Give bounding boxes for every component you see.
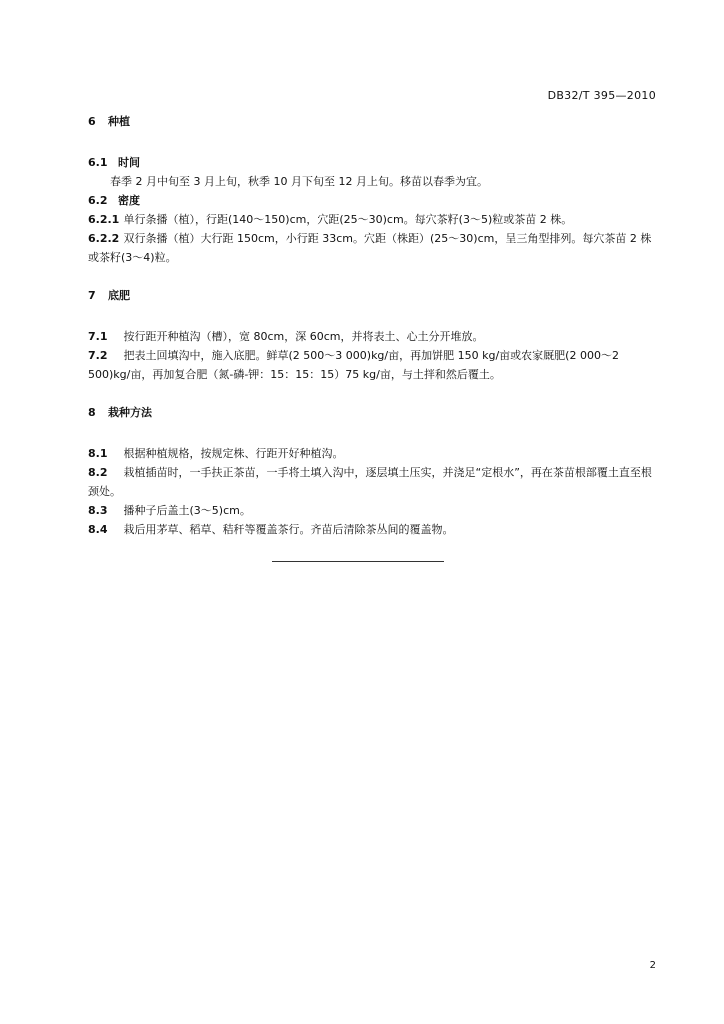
clause-number: 6.2.1 <box>88 213 120 226</box>
clause-number: 6.2.2 <box>88 232 120 245</box>
clause-8-1 <box>88 444 658 463</box>
section-title: 底肥 <box>108 289 130 302</box>
clause-number: 8.3 <box>88 504 108 517</box>
clause-number: 8.1 <box>88 447 108 460</box>
subsection-number: 6.2 <box>88 194 108 207</box>
end-of-standard-rule <box>272 561 444 562</box>
section-heading-8 <box>88 403 658 422</box>
clause-text: 按行距开种植沟（槽），宽 80cm，深 60cm，并将表土、心土分开堆放。 <box>123 330 484 343</box>
page-number: 2 <box>649 960 656 971</box>
clause-6-2-2 <box>88 229 658 267</box>
clause-8-4 <box>88 520 658 539</box>
clause-text: 播种子后盖土(3～5)cm。 <box>123 504 251 517</box>
clause-number: 8.4 <box>88 523 108 536</box>
clause-text: 栽植插苗时，一手扶正茶苗，一手将土填入沟中，逐层填土压实，并浇足“定根水”，再在茶苗根部覆土直至根颈处。 <box>88 466 652 498</box>
clause-text: 把表土回填沟中，施入底肥。鲜草(2 500～3 000)kg/亩，再加饼肥 150 kg/亩或农家厩肥(2 000～2 500)kg/亩，再加复合肥（氮-磷-钾：15：15：15）75 kg/亩，与土拌和然后覆土。 <box>88 349 619 381</box>
section-title: 种植 <box>108 115 130 128</box>
section-number: 7 <box>88 289 96 302</box>
section-heading-6 <box>88 112 658 131</box>
clause-8-2 <box>88 463 658 501</box>
subsection-title: 时间 <box>118 156 140 169</box>
paragraph-6-1: 春季 2 月中旬至 3 月上旬，秋季 10 月下旬至 12 月上旬。移苗以春季为宜。 <box>110 175 488 188</box>
subsection-number: 6.1 <box>88 156 108 169</box>
clause-number: 8.2 <box>88 466 108 479</box>
clause-7-2 <box>88 346 658 384</box>
section-title: 栽种方法 <box>108 406 152 419</box>
section-number: 8 <box>88 406 96 419</box>
section-number: 6 <box>88 115 96 128</box>
section-heading-7 <box>88 286 658 305</box>
subsection-heading-6-2 <box>88 191 658 210</box>
clause-text: 栽后用茅草、稻草、秸秆等覆盖茶行。齐苗后清除茶丛间的覆盖物。 <box>123 523 454 536</box>
clause-6-2-1 <box>88 210 658 229</box>
clause-text: 双行条播（植）大行距 150cm，小行距 33cm。穴距（株距）(25～30)cm，呈三角型排列。每穴茶苗 2 株或茶籽(3～4)粒。 <box>88 232 652 264</box>
clause-number: 7.2 <box>88 349 108 362</box>
clause-8-3 <box>88 501 658 520</box>
clause-7-1 <box>88 327 658 346</box>
document-body <box>88 112 658 539</box>
clause-text: 根据种植规格，按规定株、行距开好种植沟。 <box>123 447 344 460</box>
document-code: DB32/T 395—2010 <box>547 89 656 102</box>
clause-number: 7.1 <box>88 330 108 343</box>
clause-text: 单行条播（植），行距(140～150)cm，穴距(25～30)cm。每穴茶籽(3～5)粒或茶苗 2 株。 <box>123 213 573 226</box>
subsection-heading-6-1 <box>88 153 658 172</box>
subsection-title: 密度 <box>118 194 140 207</box>
